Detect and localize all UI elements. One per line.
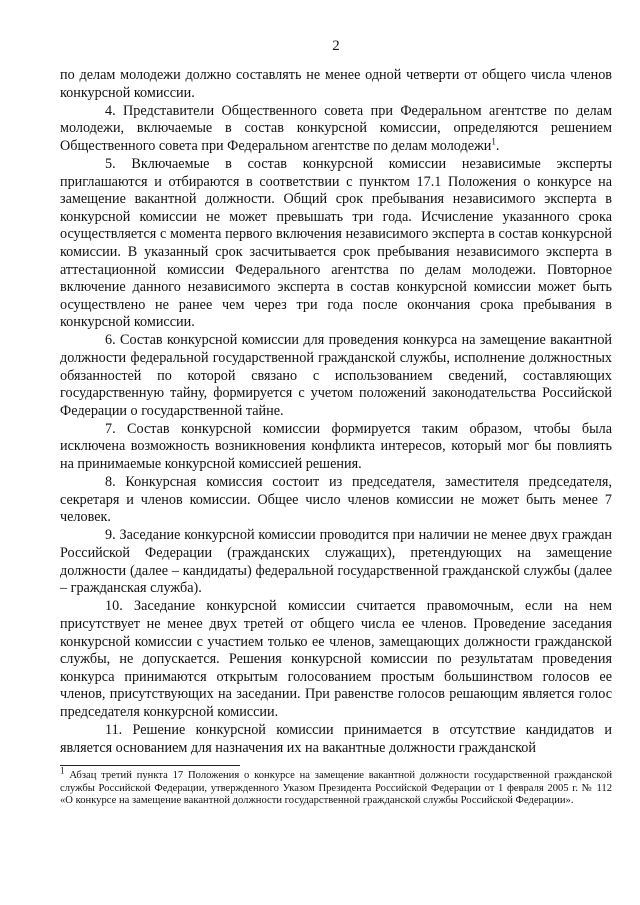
paragraph-5: 5. Включаемые в состав конкурсной комиссии независимые эксперты приглашаются и отбираются в соответствии с пунктом 17.1 Положения о конкурсе на замещение вакантной должности. Общий срок пребывания независимого эксперта в конкурсной комиссии не может превышать три года. Исчисление указанного срока осуществляется с момента первого включения независимого эксперта в состав конкурсной комиссии. В указанный срок засчитывается срок пребывания независимого эксперта в аттестационной комиссии Федерального агентства по делам молодежи. Повторное включение данного независимого эксперта в состав конкурсной комиссии может быть осуществлено не ранее чем через три года после окончания срока пребывания в конкурсной комиссии. [60, 155, 612, 331]
footnote-reference: 1 [491, 136, 496, 147]
paragraph-4-text: 4. Представители Общественного совета при Федеральном агентстве по делам молодежи, включаемые в состав конкурсной комиссии, определяются решением Общественного совета при Федеральном агентстве по делам молодежи [60, 102, 612, 154]
paragraph-4-end: . [495, 137, 500, 154]
paragraph-6: 6. Состав конкурсной комиссии для проведения конкурса на замещение вакантной должности федеральной государственной гражданской службы, исполнение должностных обязанностей по которой связано с использованием сведений, составляющих государственную тайну, формируется с учетом положений законодательства Российской Федерации о государственной тайне. [60, 332, 612, 419]
paragraph-10: 10. Заседание конкурсной комиссии считается правомочным, если на нем присутствует не менее двух третей от общего числа ее членов. Проведение заседания конкурсной комиссии с участием только ее членов, замещающих должности гражданской службы, не допускается. Решения конкурсной комиссии по результатам проведения конкурса принимаются открытым голосованием простым большинством голосов ее членов, присутствующих на заседании. При равенстве голосов решающим является голос председателя конкурсной комиссии. [60, 598, 612, 720]
page-number: 2 [332, 38, 340, 54]
footnote-marker: 1 [60, 765, 65, 776]
paragraph-8: 8. Конкурсная комиссия состоит из председателя, заместителя председателя, секретаря и членов комиссии. Общее число членов комиссии не может быть менее 7 человек. [60, 474, 612, 526]
paragraph-11: 11. Решение конкурсной комиссии принимается в отсутствие кандидатов и является основанием для назначения их на вакантные должности гражданской [60, 721, 612, 756]
paragraph-4 [60, 103, 612, 156]
paragraph-7: 7. Состав конкурсной комиссии формируется таким образом, чтобы была исключена возможность возникновения конфликта интересов, который мог бы повлиять на принимаемые конкурсной комиссией решения. [60, 420, 612, 473]
paragraph-continuation: по делам молодежи должно составлять не менее одной четверти от общего числа членов конкурсной комиссии. [60, 67, 612, 101]
paragraph-9: 9. Заседание конкурсной комиссии проводится при наличии не менее двух граждан Российской Федерации (гражданских служащих), претендующих на замещение должности (далее – кандидаты) федеральной государственной гражданской службы (далее – гражданская служба). [60, 527, 612, 597]
document-body [60, 67, 612, 757]
footnote-text: Абзац третий пункта 17 Положения о конкурсе на замещение вакантной должности государственной гражданской службы Российской Федерации, утвержденного Указом Президента Российской Федерации от 1 февраля 2005 г. № 112 «О конкурсе на замещение вакантной должности государственной гражданской службы Российской Федерации». [60, 770, 612, 807]
footnote [60, 765, 612, 808]
footnote-divider [60, 765, 240, 766]
